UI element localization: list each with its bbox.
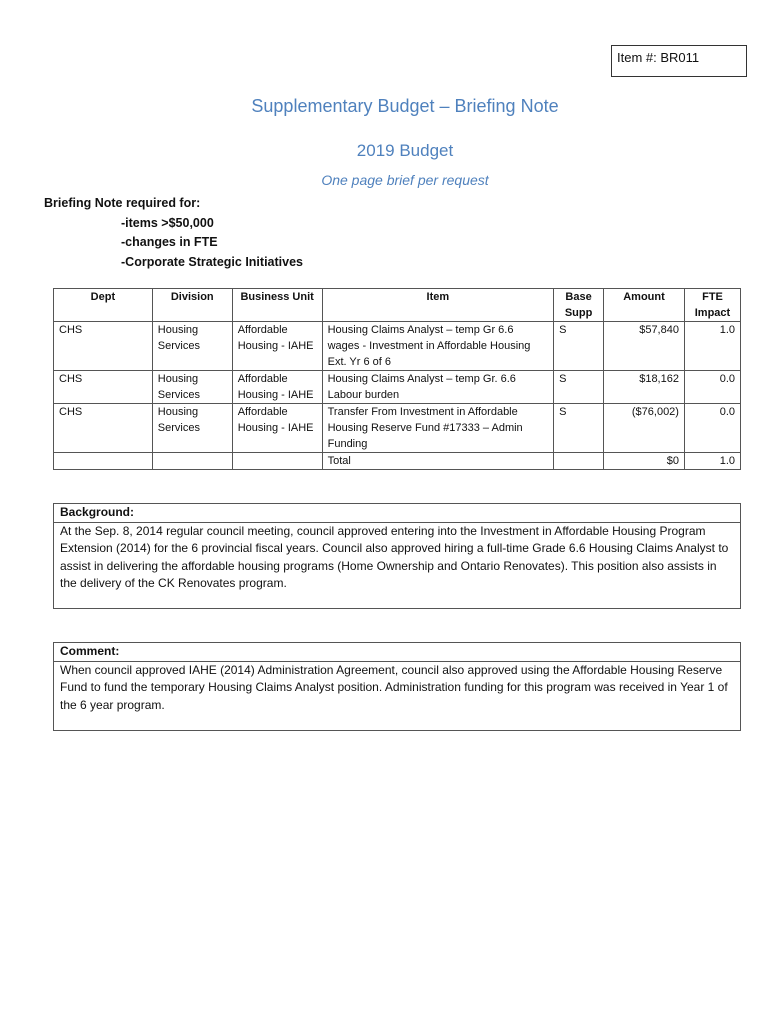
requirement-item: -Corporate Strategic Initiatives (121, 254, 303, 269)
page-title: Supplementary Budget – Briefing Note (251, 96, 559, 116)
cell-item: Housing Claims Analyst – temp Gr 6.6 wages - Investment in Affordable Housing Ext. Yr 6 of 6 (322, 322, 553, 371)
requirements-heading: Briefing Note required for: (44, 196, 201, 210)
table-header-row (54, 289, 741, 322)
background-heading: Background: (54, 504, 740, 523)
table-row (54, 371, 741, 404)
cell-empty (152, 453, 232, 470)
header-amount: Amount (604, 289, 685, 322)
cell-fte: 1.0 (684, 322, 740, 371)
total-label: Total (322, 453, 553, 470)
cell-unit: Affordable Housing - IAHE (232, 371, 322, 404)
total-amount: $0 (604, 453, 685, 470)
cell-amount: $57,840 (604, 322, 685, 371)
table-row (54, 404, 741, 453)
cell-unit: Affordable Housing - IAHE (232, 404, 322, 453)
cell-fte: 0.0 (684, 371, 740, 404)
cell-dept: CHS (54, 371, 153, 404)
table-total-row (54, 453, 741, 470)
cell-division: Housing Services (152, 322, 232, 371)
requirement-item: -items >$50,000 (121, 215, 214, 230)
cell-base: S (554, 371, 604, 404)
cell-empty (232, 453, 322, 470)
comment-section (53, 642, 741, 731)
background-text: At the Sep. 8, 2014 regular council meeting, council approved entering into the Investment in Affordable Housing Program Extension (2014) for the 6 provincial fiscal years. Council also approved hiring a full-time Grade 6.6 Housing Claims Analyst to assist in delivering the affordable housing programs (Home Ownership and Ontario Renovates). This position also assists in the delivery of the CK Renovates program. (60, 523, 729, 590)
cell-empty (554, 453, 604, 470)
cell-unit: Affordable Housing - IAHE (232, 322, 322, 371)
cell-empty (54, 453, 153, 470)
cell-item: Housing Claims Analyst – temp Gr. 6.6 Labour burden (322, 371, 553, 404)
budget-table (53, 288, 741, 470)
requirements-block (44, 194, 303, 272)
cell-dept: CHS (54, 404, 153, 453)
header-base-supp: Base Supp (554, 289, 604, 322)
header-dept: Dept (54, 289, 153, 322)
cell-division: Housing Services (152, 404, 232, 453)
background-section (53, 503, 741, 609)
cell-fte: 0.0 (684, 404, 740, 453)
cell-base: S (554, 322, 604, 371)
header-business-unit: Business Unit (232, 289, 322, 322)
comment-heading: Comment: (54, 643, 740, 662)
cell-division: Housing Services (152, 371, 232, 404)
item-number-box: Item #: BR011 (611, 45, 747, 77)
total-fte: 1.0 (684, 453, 740, 470)
requirement-item: -changes in FTE (121, 235, 218, 249)
budget-year: 2019 Budget (356, 141, 454, 160)
table-row (54, 322, 741, 371)
cell-amount: ($76,002) (604, 404, 685, 453)
tagline: One page brief per request (321, 172, 489, 188)
cell-dept: CHS (54, 322, 153, 371)
cell-amount: $18,162 (604, 371, 685, 404)
header-fte-impact: FTE Impact (684, 289, 740, 322)
cell-item: Transfer From Investment in Affordable Housing Reserve Fund #17333 – Admin Funding (322, 404, 553, 453)
comment-text: When council approved IAHE (2014) Administration Agreement, council also approved using the Affordable Housing Reserve Fund to fund the temporary Housing Claims Analyst position. Administration funding for this program was received in Year 1 of the 6 year program. (60, 662, 728, 712)
header-division: Division (152, 289, 232, 322)
cell-base: S (554, 404, 604, 453)
header-item: Item (322, 289, 553, 322)
